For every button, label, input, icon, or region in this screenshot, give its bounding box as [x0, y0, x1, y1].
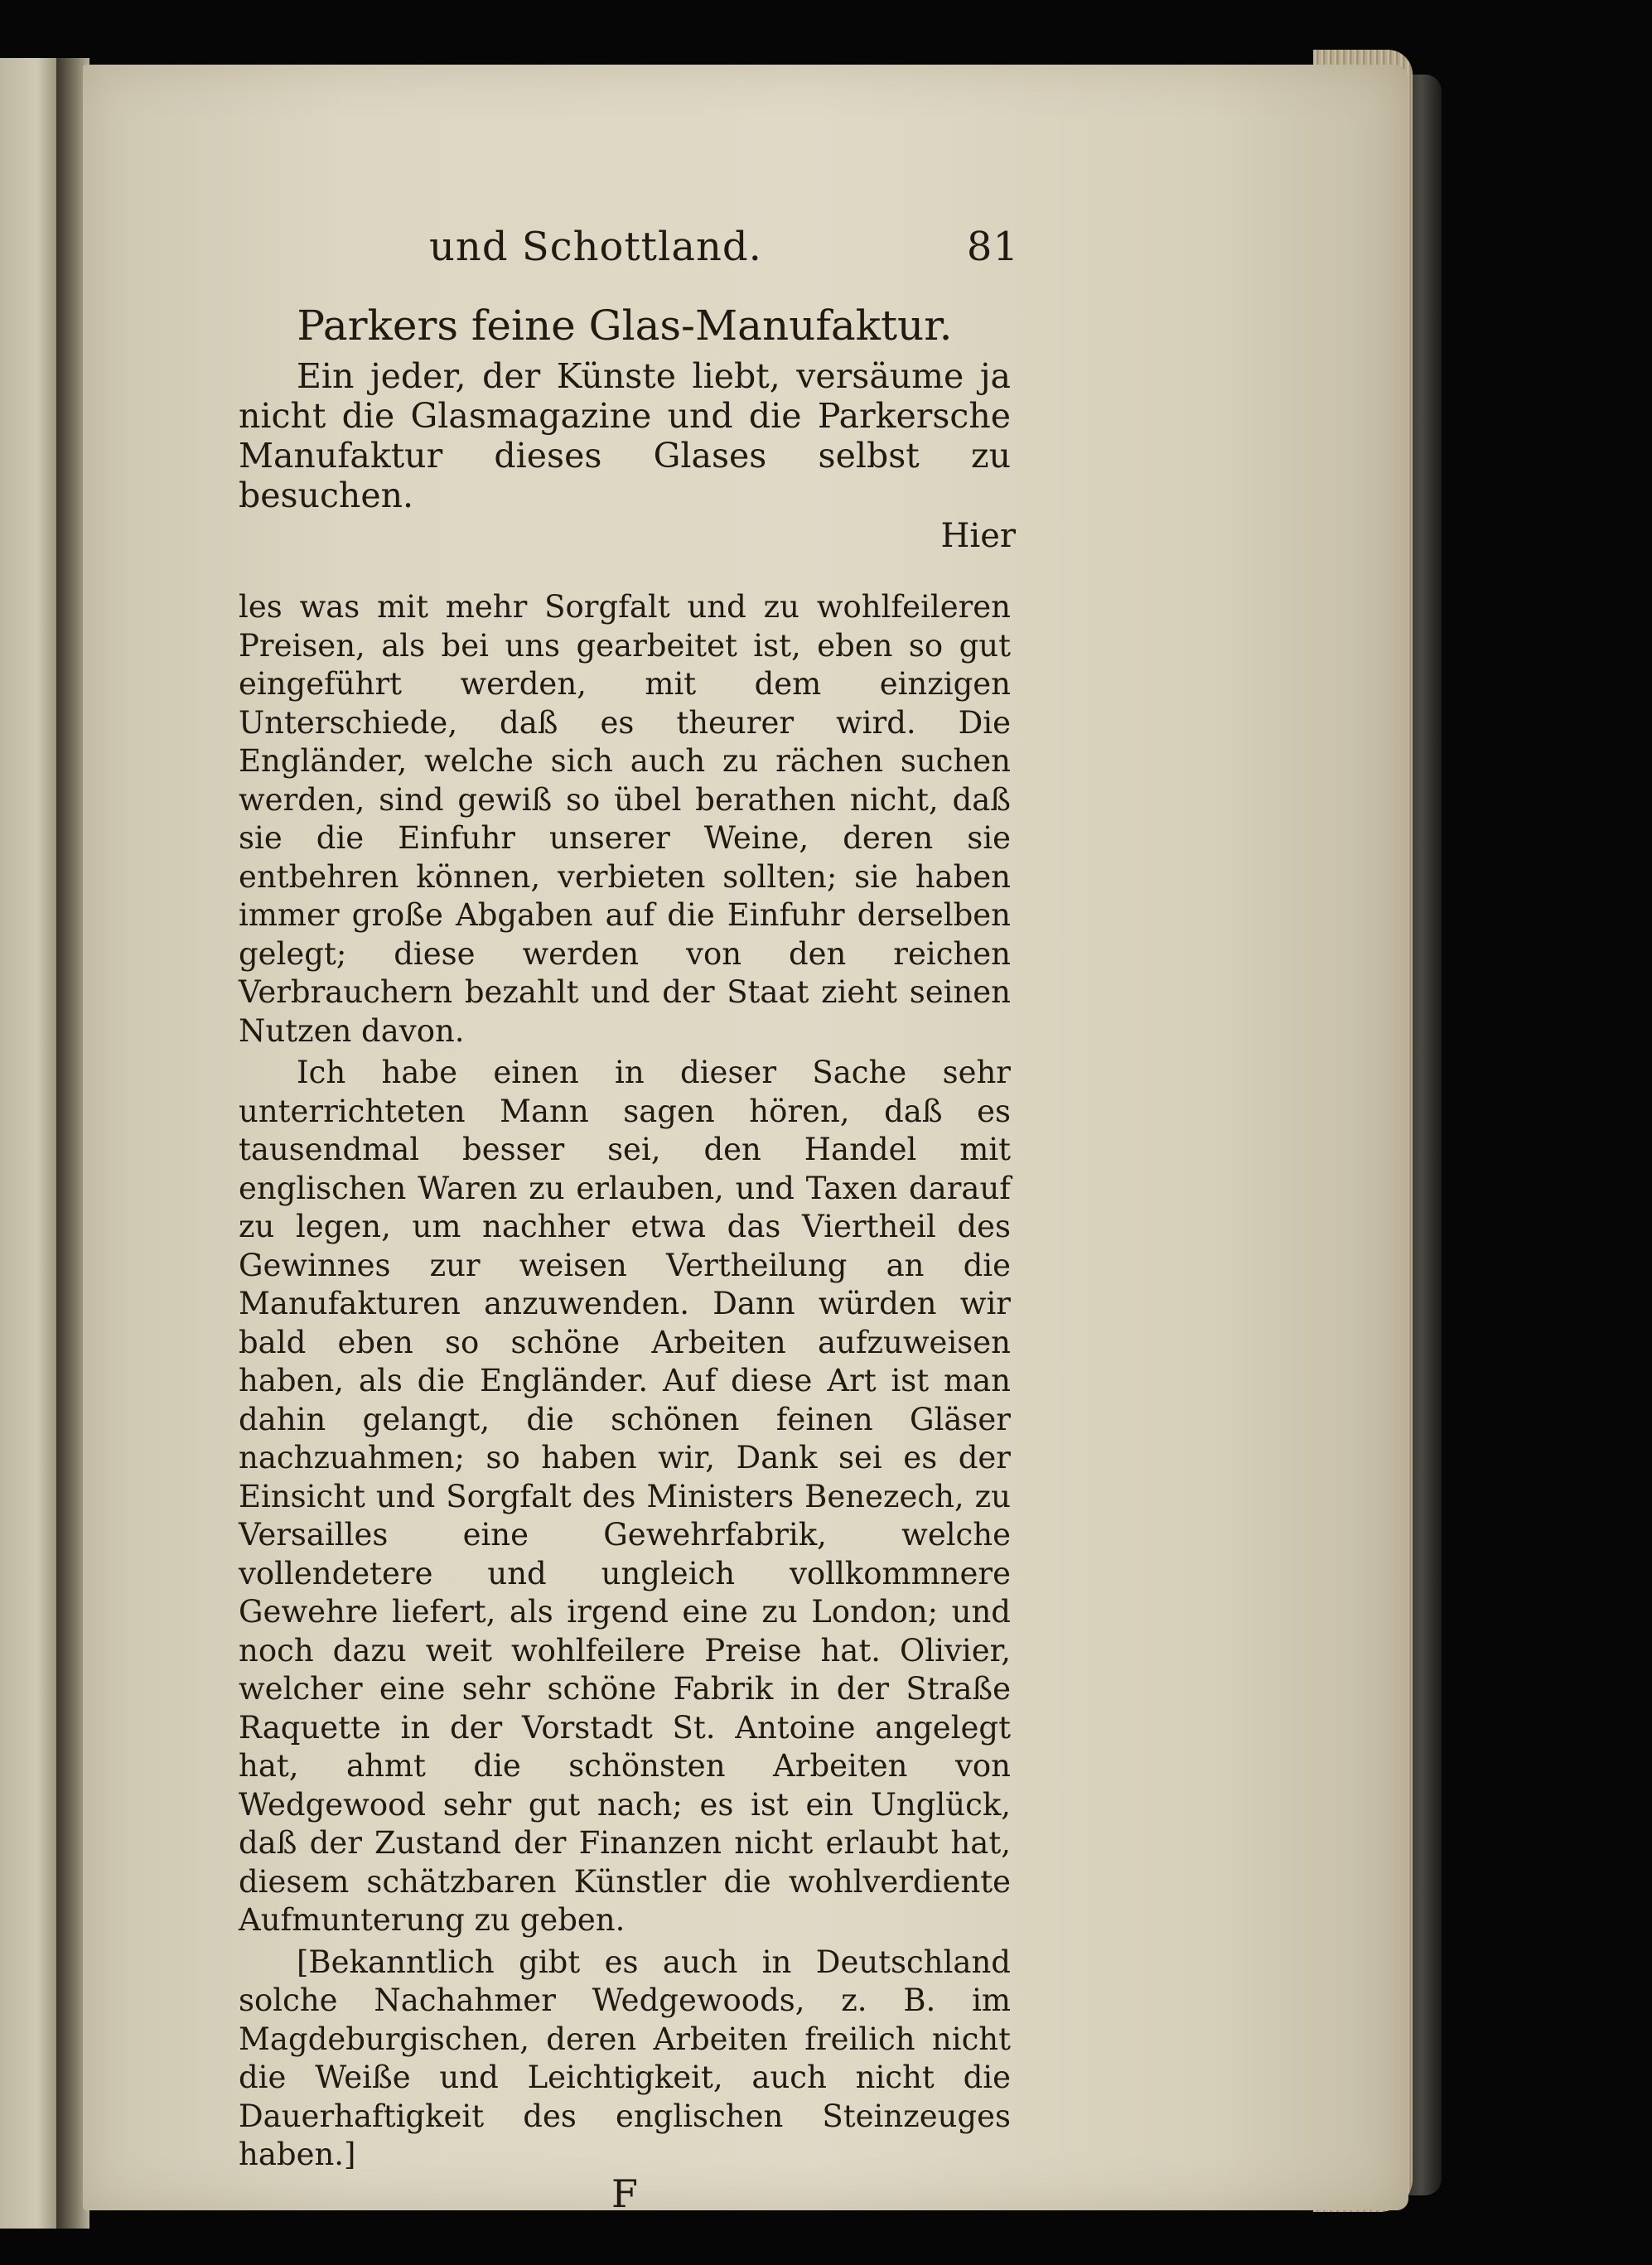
intro-paragraph: Ein jeder, der Künste liebt, versäume ja nicht die Glasmagazine und die Parkersche Manufaktur dieses Glases selbst zu besuchen. [239, 356, 1011, 515]
signature-mark: F [611, 2171, 638, 2216]
running-head [239, 224, 1019, 290]
page-number: 81 [966, 224, 1019, 270]
paragraph-bracketed-note: [Bekanntlich gibt es auch in Deutschland solche Nachahmer Wedgewoods, z. B. im Magdeburgischen, deren Arbeiten freilich nicht die Weiße und Leichtigkeit, auch nicht die Dauerhaftigkeit des englischen Steinzeuges haben.] [239, 1944, 1011, 2172]
catchword: Hier [940, 517, 1016, 555]
running-title: und Schottland. [429, 224, 762, 270]
paragraph-continued: les was mit mehr Sorgfalt und zu wohlfeileren Preisen, als bei uns gearbeitet ist, eben so gut eingeführt werden, mit dem einzigen Unterschiede, daß es theurer wird. Die Engländer, welche sich auch zu rächen suchen werden, sind gewiß so übel berathen nicht, daß sie die Einfuhr unserer Weine, deren sie entbehren können, verbieten sollten; sie haben immer große Abgaben auf die Einfuhr derselben gelegt; diese werden von den reichen Verbrauchern bezahlt und der Staat zieht seinen Nutzen davon. [239, 589, 1011, 1049]
facing-page-edge [0, 58, 62, 2229]
section-heading: Parkers feine Glas-Manufaktur. [297, 302, 953, 350]
paragraph-second: Ich habe einen in dieser Sache sehr unterrichteten Mann sagen hören, daß es tausendmal besser sei, den Handel mit englischen Waren zu erlauben, und Taxen darauf zu legen, um nachher etwa das Viertheil des Gewinnes zur weisen Vertheilung an die Manufakturen anzuwenden. Dann würden wir bald eben so schöne Arbeiten aufzuweisen haben, als die Engländer. Auf diese Art ist man dahin gelangt, die schönen feinen Gläser nachzuahmen; so haben wir, Dank sei es der Einsicht und Sorgfalt des Ministers Benezech, zu Versailles eine Gewehrfabrik, welche vollendetere und ungleich vollkommnere Gewehre liefert, als irgend eine zu London; und noch dazu weit wohlfeilere Preise hat. Olivier, welcher eine sehr schöne Fabrik in der Straße Raquette in der Vorstadt St. Antoine angelegt hat, ahmt die schönsten Arbeiten von Wedgewood sehr gut nach; es ist ein Unglück, daß der Zustand der Finanzen nicht erlaubt hat, diesem schätzbaren Künstler die wohlverdiente Aufmunterung zu geben. [239, 1055, 1011, 1938]
page-text-block [239, 224, 1019, 2216]
